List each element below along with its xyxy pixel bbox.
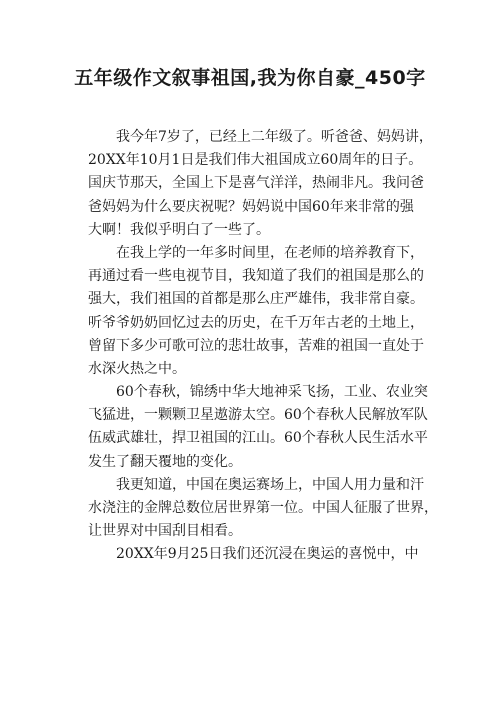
paragraph-1 xyxy=(88,126,433,242)
paragraph-4 xyxy=(88,474,438,544)
text-line: 再通过看一些电视节目，我知道了我们的祖国是那么的 xyxy=(88,268,424,285)
text-line: 水深火热之中。 xyxy=(88,360,186,377)
text-line: 60个春秋，锦绣中华大地神采飞扬，工业、农业突 xyxy=(116,384,428,401)
text-line: 我更知道，中国在奥运赛场上，中国人用力量和汗 xyxy=(116,476,424,493)
text-line: 20XX年10月1日是我们伟大祖国成立60周年的日子。 xyxy=(88,152,423,169)
text-line: 20XX年9月25日我们还沉浸在奥运的喜悦中，中 xyxy=(116,546,419,563)
text-line: 国庆节那天，全国上下是喜气洋洋，热闹非凡。我问爸 xyxy=(88,175,424,192)
text-line: 爸妈妈为什么要庆祝呢？妈妈说中国60年来非常的强 xyxy=(88,198,414,215)
text-line: 我今年7岁了，已经上二年级了。听爸爸、妈妈讲， xyxy=(116,129,433,145)
paragraph-5 xyxy=(88,543,428,566)
text-line: 曾留下多少可歌可泣的悲壮故事，苦难的祖国一直处于 xyxy=(88,337,424,354)
text-line: 让世界对中国刮目相看。 xyxy=(88,523,242,540)
paragraph-2 xyxy=(88,242,428,381)
text-line: 强大，我们祖国的首都是那么庄严雄伟，我非常自豪。 xyxy=(88,291,424,308)
text-line: 大啊！我似乎明白了一些了。 xyxy=(88,221,270,238)
text-line: 在我上学的一年多时间里，在老师的培养教育下， xyxy=(116,244,424,261)
text-line: 听爷爷奶奶回忆过去的历史，在千万年古老的土地上， xyxy=(88,314,424,331)
document-body xyxy=(88,126,438,567)
document-title: 五年级作文叙事祖国,我为你自豪_450字 xyxy=(74,67,426,89)
text-line: 发生了翻天覆地的变化。 xyxy=(88,453,242,470)
text-line: 飞猛进，一颗颗卫星遨游太空。60个春秋人民解放军队 xyxy=(88,407,428,424)
text-line: 水浇注的金牌总数位居世界第一位。中国人征服了世界， xyxy=(88,500,438,516)
text-line: 伍威武雄壮，捍卫祖国的江山。60个春秋人民生活水平 xyxy=(88,430,428,447)
paragraph-3 xyxy=(88,381,428,474)
